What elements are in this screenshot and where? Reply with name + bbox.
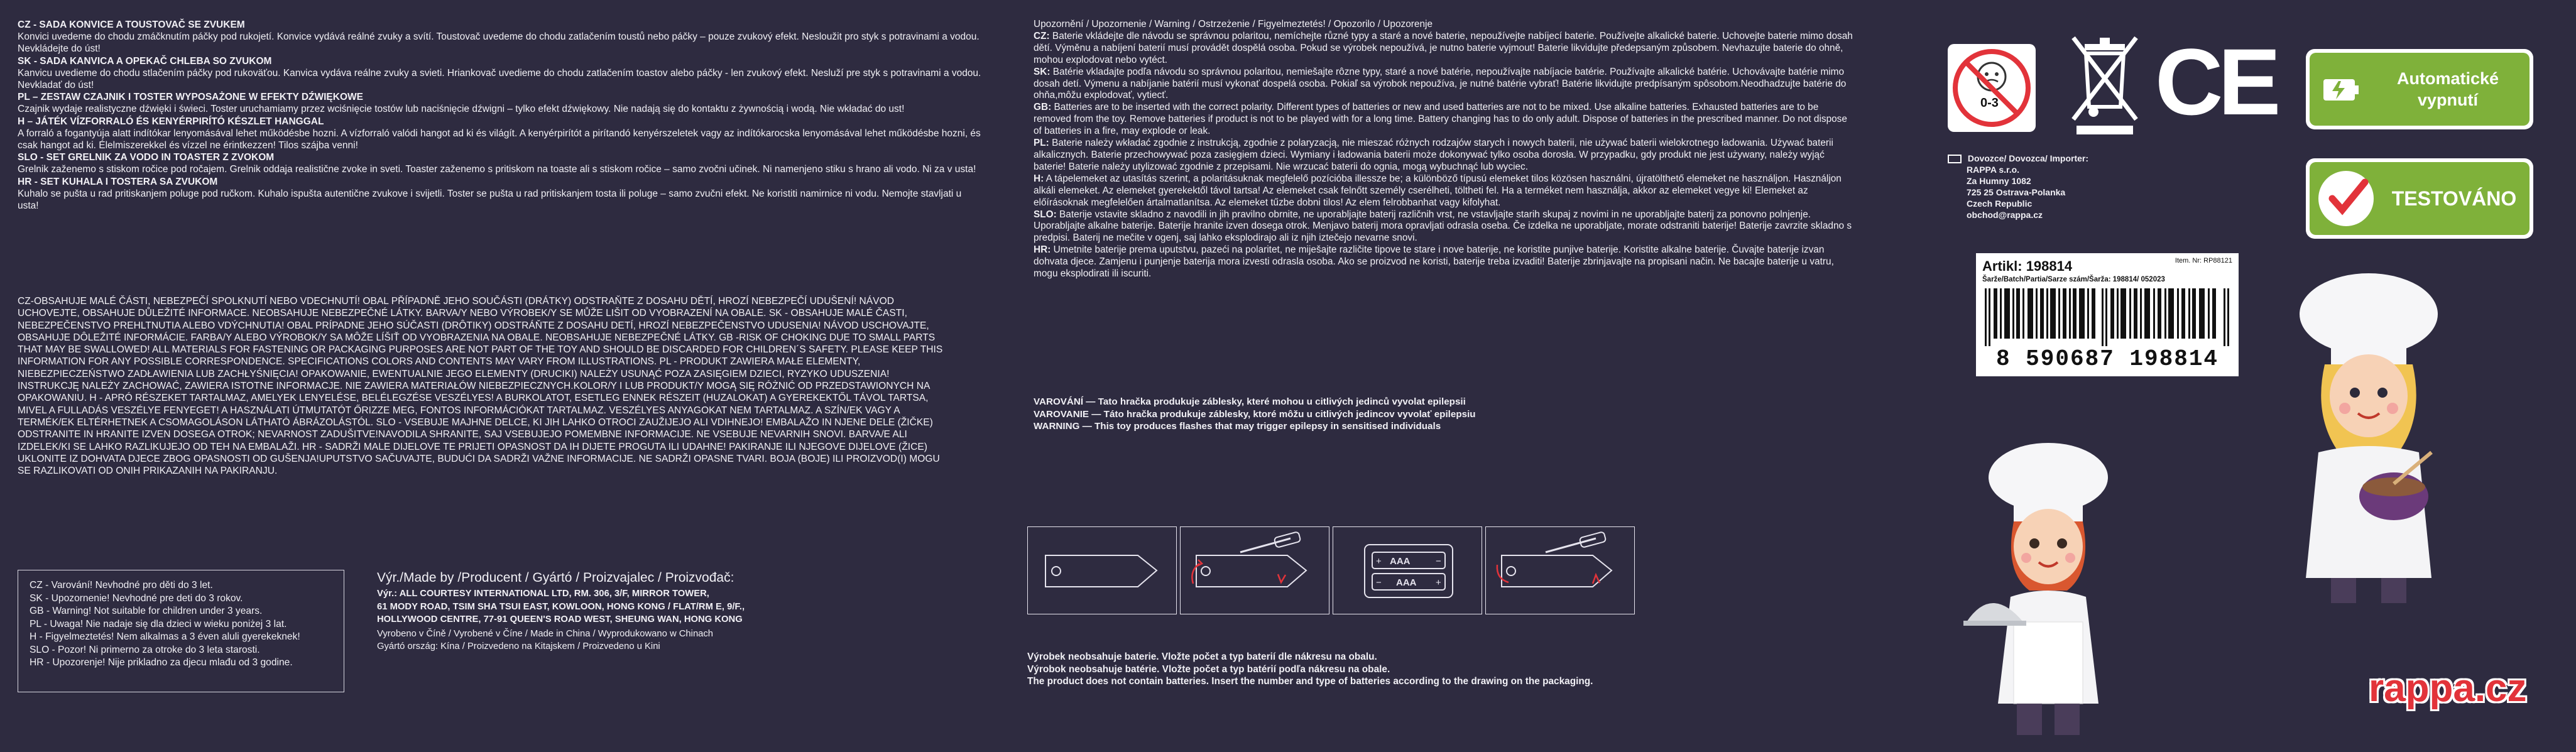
battery-label-2: AAA xyxy=(1396,577,1417,588)
battery-diagram xyxy=(1027,526,1637,614)
battery-cover-closed-icon xyxy=(1028,527,1176,614)
diagram-step-3 xyxy=(1333,526,1482,614)
svg-text:+: + xyxy=(1376,556,1382,567)
chef-girl-illustration-right xyxy=(2237,251,2488,603)
battery-compartment-icon xyxy=(1333,527,1482,614)
battery-para-hr: HR: Umetnite baterije prema uputstvu, pazeći na polaritet, ne miješajte različite tipove te stare i nove baterije, ne koristite punjive baterije. Koristite alkalne baterije. Čuvajte baterije izvan dohvata djece. Zamjenu i punjenje baterija mora izvesti odrasla osoba. Ako se proizvod ne koristi, baterije treba izvaditi! Baterije zbrinjavajte na propisani način. Ne bacajte baterije u vatru, mogu eksplodirati ili iscuriti. xyxy=(1034,244,1834,280)
section-body-h: A forraló a fogantyúja alatt indítókar lenyomásával lehet működésbe hozni. A vízforraló valódi hangot ad ki és világít. A kenyérpirítót a pirítandó kenyérszeletek vagy az indítókarocska lenyomásával lehet működésbe hozni, és csak hangot ad ki. Élelmiszerekkel és vízzel ne érintkezzen! Tilos szájba venni! xyxy=(18,128,981,151)
importer-line-1: RAPPA s.r.o. xyxy=(1967,165,2020,175)
section-title-hr: HR - SET KUHALA I TOSTERA SA ZVUKOM xyxy=(18,176,218,187)
no-batteries-note xyxy=(1027,651,1907,688)
batch-info: Šarže/Batch/Partia/Sarze szám/Šarža: 198814/ 052023 xyxy=(1982,276,2165,283)
section-body-sk: Kanvicu uvedieme do chodu stlačením páčky pod rukoväťou. Kanvica vydáva reálne zvuky a svieti. Hriankovač uvedieme do chodu zatlačením toastov alebo páčky - len zvukový efekt. Nesluží pre styk s potravinami a vodou. Nevkladať do úst! xyxy=(18,67,981,91)
battery-para-cz: CZ: Baterie vkládejte dle návodu se správnou polaritou, nemíchejte různé typy a staré a nové baterie, nepoužívejte nabíjecí baterie. Používejte alkalické baterie. Uchovejte baterie mimo dosah dětí. Výměnu a nabíjení baterií musí provádět dospělá osoba. Pokud se výrobek nepoužívá, je nutno baterie vyjmout! Baterie likvidujte předepsaným způsobem. Nevhazujte baterie do ohně, mohou explodovat nebo vytéct. xyxy=(1034,30,1853,65)
battery-para-slo: SLO: Baterije vstavite skladno z navodili in jih pravilno obrnite, ne uporabljajte baterij različnih vrst, ne vstavljajte starih skupaj z novimi in ne uporabljajte baterij za ponovno polnjenje. Uporabljajte alkalne baterije. Baterije hranite izven dosega otrok. Menjavo baterij mora opravljati odrasla oseba. Če izdelka ne uporabljate, morate odstraniti baterije! Baterije zavrzite skladno s predpisi. Baterij ne mečite v ogenj, saj lahko eksplodirajo ali iz njih iztečejo nevarne snovi. xyxy=(1034,209,1852,244)
svg-text:−: − xyxy=(1376,577,1382,588)
importer-line-2: Za Humny 1082 xyxy=(1967,176,2031,186)
manufacturer-heading: Výr./Made by /Producent / Gyártó / Proizvajalec / Proizvođač: xyxy=(377,570,734,585)
auto-shutoff-badge xyxy=(2306,49,2533,129)
diagram-step-4 xyxy=(1485,526,1635,614)
battery-label-1: AAA xyxy=(1390,556,1411,567)
article-label xyxy=(1976,253,2239,376)
battery-para-gb: GB: Batteries are to be inserted with the correct polarity. Different types of batteries or new and used batteries are not to be mixed. Use alkaline batteries. Exhausted batteries are to be removed from the toy. Remove batteries if product is not to be played with for a long time. Battery changing has to do only adult. Dispose of batteries in the prescribed manner. Do not dispose of batteries in a fire, may explode or leak. xyxy=(1034,102,1847,137)
article-label-caption: Artikl: xyxy=(1982,258,2022,274)
age-line-cz: CZ - Varování! Nevhodné pro děti do 3 let. xyxy=(30,580,213,591)
importer-title: Dovozce/ Dovozca/ Importer: xyxy=(1967,153,2089,163)
age-restriction-symbol xyxy=(1948,44,2036,132)
age-warning-box xyxy=(18,570,344,692)
importer-line-5: obchod@rappa.cz xyxy=(1967,210,2043,220)
item-number: Item. Nr: RP88121 xyxy=(2175,257,2232,264)
tested-badge xyxy=(2306,158,2533,239)
manufacturer-address-1: Výr.: ALL COURTESY INTERNATIONAL LTD, RM. 306, 3/F, MIRROR TOWER, xyxy=(377,589,709,599)
svg-text:−: − xyxy=(1436,556,1441,567)
epilepsy-warnings xyxy=(1034,396,1662,433)
no-batteries-cz: Výrobek neobsahuje baterie. Vložte počet a typ baterií dle nákresu na obalu. xyxy=(1027,651,1377,662)
crossed-bin-icon xyxy=(2061,25,2149,138)
age-line-h: H - Figyelmeztetés! Nem alkalmas a 3 éven aluli gyerekeknek! xyxy=(30,631,300,642)
battery-warnings xyxy=(1034,19,1857,280)
origin-line-2: Gyártó ország: Kína / Proizvedeno na Kitajskem / Proizvedeno u Kini xyxy=(377,641,660,651)
section-title-h: H – JÁTÉK VÍZFORRALÓ ÉS KENYÉRPIRÍTÓ KÉSZLET HANGGAL xyxy=(18,116,324,127)
section-title-sk: SK - SADA KANVICA A OPEKAČ CHLEBA SO ZVUKOM xyxy=(18,55,272,67)
battery-warning-header: Upozornění / Upozornenie / Warning / Ostrzeżenie / Figyelmeztetés! / Opozorilo / Upozorenje xyxy=(1034,19,1433,30)
age-line-hr: HR - Upozorenje! Nije prikladno za djecu mlađu od 3 godine. xyxy=(30,657,293,668)
weee-symbol xyxy=(2061,25,2149,138)
article-number: 198814 xyxy=(2026,258,2073,274)
barcode xyxy=(1985,288,2231,346)
manufacturer-info xyxy=(377,570,867,653)
epilepsy-cz: VAROVÁNÍ — Tato hračka produkuje záblesky, které mohou u citlivých jedinců vyvolat epilepsii xyxy=(1034,396,1466,407)
diagram-step-1 xyxy=(1027,526,1177,614)
ce-mark: CE xyxy=(2155,29,2276,134)
section-body-slo: Grelnik zaženemo s stiskom ročice pod ročajem. Grelnik oddaja realistične zvoke in sveti. Toaster zaženemo s pritiskom na toaste ali s stiskom ročice – samo zvočni učinek. Ni namenjeno stiku s hrano ali vodo. Ni za v usta! xyxy=(18,164,976,175)
manufacturer-address-3: HOLLYWOOD CENTRE, 77-91 QUEEN'S ROAD WEST, SHEUNG WAN, HONG KONG xyxy=(377,614,743,624)
no-under-3-icon xyxy=(1948,44,2036,132)
epilepsy-gb: WARNING — This toy produces flashes that may trigger epilepsy in sensitised individuals xyxy=(1034,421,1441,432)
section-title-cz: CZ - SADA KONVICE A TOUSTOVAČ SE ZVUKEM xyxy=(18,19,245,30)
svg-text:+: + xyxy=(1436,577,1441,588)
section-body-hr: Kuhalo se pušta u rad pritiskanjem poluge pod ručkom. Kuhalo ispušta autentične zvukove i svijetli. Toster se pušta u rad pritiskanjem tosta ili poluge – samo zvučni efekt. Ne koristiti namirnice ni vodu. Nemojte stavljati u usta! xyxy=(18,188,962,212)
importer-line-4: Czech Republic xyxy=(1967,199,2033,209)
diagram-step-2 xyxy=(1180,526,1329,614)
battery-power-icon xyxy=(2316,64,2366,114)
age-symbol-text: 0-3 xyxy=(1980,96,1999,110)
importer-line-3: 725 25 Ostrava-Polanka xyxy=(1967,187,2066,197)
section-title-pl: PL – ZESTAW CZAJNIK I TOSTER WYPOSAŻONE W EFEKTY DŹWIĘKOWE xyxy=(18,92,363,103)
battery-para-h: H: A tápelemeket az utasítás szerint, a polaritásuknak megfelelő pozícióba illessze be; a különböző típusú elemeket tilos közösen használni, újratölthető elemeket ne használjon. Használjon alkáli elemeket. Az elemeket gyerekektől távol tartsa! Az elemeket csak felnőtt személy cserélheti, töltheti fel. Ha a terméket nem használja, akkor az elemeket vegye ki! Elemeket az előírásoknak megfelelően ártalmatlanítsa. Az elemeket tűzbe dobni tilos! Az elem felrobbanhat vagy kifolyhat. xyxy=(1034,173,1842,208)
age-line-pl: PL - Uwaga! Nie nadaje się dla dzieci w wieku poniżej 3 lat. xyxy=(30,618,287,629)
rappa-logo[interactable]: rappa.cz xyxy=(2369,667,2527,710)
origin-line-1: Vyrobeno v Číně / Vyrobené v Číne / Made in China / Wyprodukowano w Chinach xyxy=(377,628,714,639)
manufacturer-address-2: 61 MODY ROAD, TSIM SHA TSUI EAST, KOWLOON, HONG KONG / FLAT/RM E, 9/F., xyxy=(377,601,745,612)
chef-girl-illustration-left xyxy=(1954,433,2180,741)
auto-shutoff-line-1: Automatické xyxy=(2396,69,2499,88)
epilepsy-sk: VAROVANIE — Táto hračka produkuje záblesky, ktoré môžu u citlivých jedincov vyvolať epilepsiu xyxy=(1034,408,1476,420)
screwdriver-open-icon xyxy=(1181,527,1329,614)
age-line-sk: SK - Upozornenie! Nevhodné pre deti do 3 rokov. xyxy=(30,592,243,604)
battery-para-sk: SK: Batérie vkladajte podľa návodu so správnou polaritou, nemiešajte rôzne typy, staré a nové batérie, nepoužívajte nabíjacie batérie. Používajte alkalické batérie. Uchovávajte batérie mimo dosah detí. Výmenu a nabíjanie batérií musí vykonať dospelá osoba. Pokiaľ sa výrobok nepoužíva, je nutné batérie vybrať! Batérie likvidujte predpísaným spôsobom.Neodhadzujte batérie do ohňa,môžu explodovať, vytiecť. xyxy=(1034,66,1847,101)
checkmark-icon xyxy=(2313,166,2379,231)
age-line-slo: SLO - Pozor! Ni primerno za otroke do 3 leta starosti. xyxy=(30,644,260,655)
no-batteries-sk: Výrobok neobsahuje batérie. Vložte počet a typ batérií podľa nákresu na obale. xyxy=(1027,663,1390,675)
ean-number: 8 590687 198814 xyxy=(1995,346,2219,372)
section-body-cz: Konvici uvedeme do chodu zmáčknutím páčky pod rukojetí. Konvice vydává reálné zvuky a svítí. Toustovač uvedeme do chodu zatlačením toustů nebo páčky – pouze zvukový efekt. Nesloužit pro styk s potravinami a vodou. Nevkládejte do úst! xyxy=(18,31,980,55)
importer-info xyxy=(1948,153,2136,221)
section-body-pl: Czajnik wydaje realistyczne dźwięki i świeci. Toster uruchamiamy przez wciśnięcie tostów lub naciśnięcie dźwigni – tylko efekt dźwiękowy. Nie nadają się do kontaktu z żywnością i wodą. Nie wkładać do ust! xyxy=(18,104,905,115)
auto-shutoff-line-2: vypnutí xyxy=(2417,90,2478,109)
envelope-icon xyxy=(1948,155,1962,163)
product-description-block xyxy=(18,19,985,212)
no-batteries-gb: The product does not contain batteries. Insert the number and type of batteries according to the drawing on the packaging. xyxy=(1027,676,1593,687)
screwdriver-close-icon xyxy=(1486,527,1634,614)
section-title-slo: SLO - SET GRELNIK ZA VODO IN TOASTER Z ZVOKOM xyxy=(18,152,275,163)
tested-label: TESTOVÁNO xyxy=(2391,187,2517,210)
safety-warnings: CZ-OBSAHUJE MALÉ ČÁSTI, NEBEZPEČÍ SPOLKNUTÍ NEBO VDECHNUTÍ! OBAL PŘÍPADNĚ JEHO SOUČÁSTI (DRÁTKY) ODSTRAŇTE Z DOSAHU DĚTÍ, HROZÍ NEBEZPEČÍ UDUŠENÍ! NÁVOD UCHOVEJTE, OBSAHUJE DŮLEŽITÉ INFORMACE. NEOBSAHUJE NEBEZPEČNÉ LÁTKY. BARVA/Y NEBO VÝROBEK/Y SE MŮŽE LIŠIT OD VYOBRAZENÍ NA OBALE. SK - OBSAHUJE MALÉ ČASTI, NEBEZPEČENSTVO PREHLTNUTIA ALEBO VDÝCHNUTIA! OBAL PRÍPADNE JEHO SÚČASTI (DRÔTIKY) ODSTRÁŇTE Z DOSAHU DETÍ, HROZÍ NEBEZPEČENSTVO UDUSENIA! NÁVOD USCHOVAJTE, OBSAHUJE DÔLEŽITÉ INFORMÁCIE. FARBA/Y ALEBO VÝROBOK/Y SA MÔŽE LÍŠIŤ OD VYOBRAZENIA NA OBALE. NEOBSAHUJE NEBEZPEČNÉ LÁTKY. GB -RISK OF CHOKING DUE TO SMALL PARTS THAT MAY BE SWALLOWED! ALL MATERIALS FOR FASTENING OR PACKAGING PURPOSES ARE NOT PART OF THE TOY AND SHOULD BE DISCARDED FOR CHILDREN´S SAFETY. PLEASE KEEP THIS INFORMATION FOR ANY POSSIBLE CORRESPONDENCE. SPECIFICATIONS COLORS AND CONTENTS MAY VARY FROM ILLUSTRATIONS. PL - PRODUKT ZAWIERA MAŁE ELEMENTY, NIEBEZPIECZEŃSTWO ZADŁAWIENIA LUB ZACHŁYŚNIĘCIA! OPAKOWANIE, EWENTUALNIE JEGO ELEMENTY (DRUCIKI) NALEŻY USUNĄĆ POZA ZASIĘGIEM DZIECI, RYZYKO UDUSZENIA! INSTRUKCJĘ NALEŻY ZACHOWAĆ, ZAWIERA ISTOTNE INFORMACJE. NIE ZAWIERA MATERIAŁÓW NIEBEZPIECZNYCH.KOLOR/Y I LUB PRODUKT/Y MOGĄ SIĘ RÓŻNIĆ OD PRZEDSTAWIONYCH NA OPAKOWANIU. H - APRÓ RÉSZEKET TARTALMAZ, AMELYEK LENYELÉSE, BELÉLEGZÉSE VESZÉLYES! A BURKOLATOT, ESETLEG ENNEK RÉSZEIT (HUZALOKAT) A GYEREKEKTŐL TÁVOL TARTSA, MIVEL A FULLADÁS VESZÉLYE FENYEGET! A HASZNÁLATI ÚTMUTATÓT ŐRIZZE MEG, FONTOS INFORMÁCIÓKAT TARTALMAZ. VESZÉLYES ANYAGOKAT NEM TARTALMAZ. A SZÍN/EK VAGY A TERMÉK/EK ELTÉRHETNEK A CSOMAGOLÁSON LÁTHATÓ ÁBRÁZOLÁSTÓL. SLO - VSEBUJE MAJHNE DELCE, KI JIH LAHKO OTROCI ZAUŽIJEJO ALI VDIHNEJO! EMBALAŽO IN NJENE DELE (ŽIČKE) ODSTRANITE IN HRANITE IZVEN DOSEGA OTROK; NEVARNOST ZADUŠITVE!NAVODILA SHRANITE, SAJ VSEBUJEJO POMEMBNE INFORMACIJE. NE VSEBUJE NEVARNIH SNOVI. BARVA/E ALI IZDELEK/KI SE LAHKO RAZLIKUJEJO OD TEH NA EMBALAŽI. HR - SADRŽI MALE DIJELOVE TE PRIJETI OPASNOST DA IH DIJETE PROGUTA ILI UDAHNE! PAKIRANJE ILI NJEGOVE DIJELOVE (ŽICE) UKLONITE IZ DOHVATA DJECE ZBOG OPASNOSTI OD GUŠENJA!UPUTSTVO SAČUVAJTE, BUDUĆI DA SADRŽI VAŽNE INFORMACIJE. NE SADRŽI OPASNE TVARI. BOJA (BOJE) ILI PROIZVOD(I) MOGU SE RAZLIKOVATI OD ONIH PRIKAZANIH NA PAKIRANJU. xyxy=(18,296,943,477)
battery-para-pl: PL: Baterie należy wkładać zgodnie z instrukcją, zgodnie z polaryzacją, nie mieszać różnych rodzajów starych i nowych baterii, nie używać baterii wielokrotnego ładowania. Używać baterii alkalicznych. Baterie przechowywać poza zasięgiem dzieci. Wymiany i ładowania baterii może dokonywać tylko osoba dorosła. W przypadku, gdy produkt nie jest używany, należy wyjąć baterie! Baterie należy utylizować zgodnie z przepisami. Nie wrzucać baterii do ognia, mogą wybuchnąć lub wyciec. xyxy=(1034,138,1833,172)
age-line-gb: GB - Warning! Not suitable for children under 3 years. xyxy=(30,606,263,616)
